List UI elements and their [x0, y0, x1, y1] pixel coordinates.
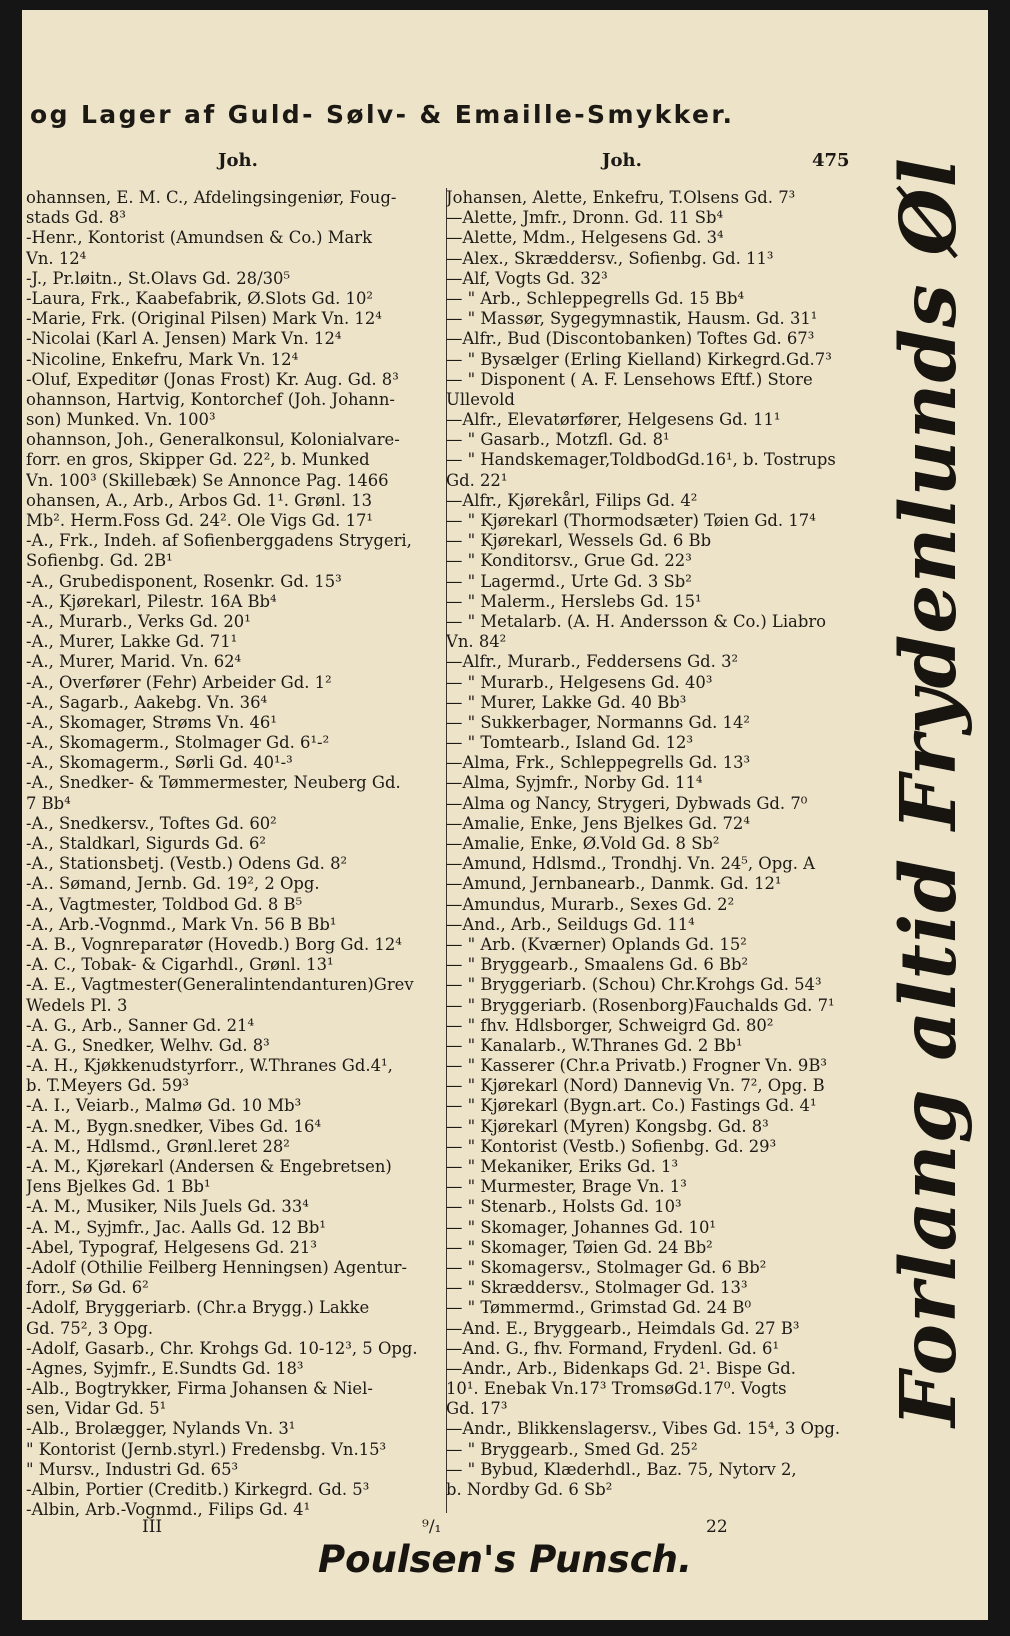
right-entry-line: — " Skomagersv., Stolmager Gd. 6 Bb² — [446, 1257, 767, 1277]
left-entry-line: -A. B., Vognreparatør (Hovedb.) Borg Gd. 12⁴ — [26, 934, 402, 954]
left-entry-line: -A. G., Arb., Sanner Gd. 21⁴ — [26, 1015, 255, 1035]
right-entry-line: —And., Arb., Seildugs Gd. 11⁴ — [446, 914, 695, 934]
directory-page — [22, 10, 988, 1620]
right-entry-line: — " Murmester, Brage Vn. 1³ — [446, 1177, 687, 1197]
left-entry-line: -A., Kjørekarl, Pilestr. 16A Bb⁴ — [26, 591, 277, 611]
left-entry-line: -Alb., Brolægger, Nylands Vn. 3¹ — [26, 1419, 296, 1439]
bottom-advertisement: Poulsen's Punsch. — [317, 1538, 693, 1581]
left-entry-line: -A., Frk., Indeh. af Sofienberggadens Strygeri, — [26, 531, 412, 551]
left-entry-line: -A., Stationsbetj. (Vestb.) Odens Gd. 8² — [26, 854, 348, 874]
left-entry-line: -Agnes, Syjmfr., E.Sundts Gd. 18³ — [26, 1358, 304, 1378]
left-entry-line: -A. H., Kjøkkenudstyrforr., W.Thranes Gd.4¹, — [26, 1056, 393, 1076]
left-entry-line: -Albin, Portier (Creditb.) Kirkegrd. Gd. 5³ — [26, 1480, 370, 1499]
right-entry-line: —Alma og Nancy, Strygeri, Dybwads Gd. 7⁰ — [446, 793, 808, 813]
right-entry-line: —Alfr., Murarb., Feddersens Gd. 3² — [446, 652, 739, 672]
right-entry-line: — " Bryggeriarb. (Rosenborg)Fauchalds Gd. 7¹ — [446, 995, 835, 1015]
right-entry-line: —Alfr., Kjørekårl, Filips Gd. 4² — [446, 490, 698, 510]
right-entry-line: Johansen, Alette, Enkefru, T.Olsens Gd. 7³ — [446, 188, 796, 207]
left-entry-line: son) Munked. Vn. 100³ — [26, 410, 216, 430]
footer-signature: III — [142, 1517, 163, 1537]
left-entry-line: -A., Murer, Lakke Gd. 71¹ — [26, 632, 238, 652]
page-banner: og Lager af Guld- Sølv- & Emaille-Smykker. — [30, 100, 735, 129]
right-entry-line: — " Arb. (Kværner) Oplands Gd. 15² — [446, 934, 747, 954]
right-entry-line: — " Tomtearb., Island Gd. 12³ — [446, 733, 694, 753]
left-entry-line: sen, Vidar Gd. 5¹ — [26, 1399, 167, 1419]
left-entry-line: -A., Skomagerm., Sørli Gd. 40¹-³ — [26, 753, 293, 773]
right-entry-line: Gd. 22¹ — [446, 470, 508, 490]
right-entry-line: — " Gasarb., Motzfl. Gd. 8¹ — [446, 430, 670, 450]
right-entry-line: — " Kasserer (Chr.a Privatb.) Frogner Vn. 9B³ — [446, 1056, 827, 1076]
right-entry-line: — " Skomager, Tøien Gd. 24 Bb² — [446, 1237, 713, 1257]
left-entry-line: " Kontorist (Jernb.styrl.) Fredensbg. Vn.15³ — [26, 1439, 387, 1459]
left-entry-line: -A., Grubedisponent, Rosenkr. Gd. 15³ — [26, 571, 342, 591]
left-entry-line: -Nicolai (Karl A. Jensen) Mark Vn. 12⁴ — [26, 329, 342, 349]
left-entry-line: b. T.Meyers Gd. 59³ — [26, 1076, 189, 1096]
right-entry-line: — " Lagermd., Urte Gd. 3 Sb² — [446, 571, 692, 591]
left-entry-line: -A., Skomagerm., Stolmager Gd. 6¹-² — [26, 733, 330, 753]
left-entry-line: forr., Sø Gd. 6² — [26, 1278, 149, 1298]
right-entry-line: b. Nordby Gd. 6 Sb² — [446, 1480, 613, 1499]
left-entry-line: Sofienbg. Gd. 2B¹ — [26, 551, 173, 571]
right-entry-line: — " fhv. Hdlsborger, Schweigrd Gd. 80² — [446, 1015, 774, 1035]
left-entry-line: -A. C., Tobak- & Cigarhdl., Grønl. 13¹ — [26, 955, 334, 975]
left-entry-line: -Alb., Bogtrykker, Firma Johansen & Niel- — [26, 1379, 373, 1399]
right-entry-line: — " Bryggeriarb. (Schou) Chr.Krohgs Gd. 54³ — [446, 975, 822, 995]
right-entry-line: — " Disponent ( A. F. Lensehows Eftf.) Store — [446, 369, 813, 389]
left-entry-line: -A., Staldkarl, Sigurds Gd. 6² — [26, 834, 267, 853]
left-entry-line: Vn. 12⁴ — [26, 248, 87, 268]
left-entry-line: Wedels Pl. 3 — [26, 995, 128, 1015]
right-entry-line: — " Bybud, Klæderhdl., Baz. 75, Nytorv 2, — [446, 1459, 797, 1479]
left-entry-line: -Marie, Frk. (Original Pilsen) Mark Vn. 12⁴ — [26, 309, 382, 329]
left-entry-line: -A. M., Kjørekarl (Andersen & Engebretsen) — [26, 1157, 392, 1176]
right-entry-line: — " Stenarb., Holsts Gd. 10³ — [446, 1197, 682, 1217]
right-running-head: Joh. — [602, 150, 642, 171]
left-entry-line: -Adolf (Othilie Feilberg Henningsen) Agentur- — [26, 1257, 408, 1277]
right-entry-line: — " Skræddersv., Stolmager Gd. 13³ — [446, 1278, 748, 1298]
right-entry-line: —Alfr., Bud (Discontobanken) Toftes Gd. 67³ — [446, 329, 815, 349]
left-entry-line: -A. M., Bygn.snedker, Vibes Gd. 16⁴ — [26, 1116, 322, 1136]
right-entry-line: — " Handskemager,ToldbodGd.16¹, b. Tostrups — [446, 450, 836, 470]
left-entry-line: ohannson, Joh., Generalkonsul, Kolonialvare- — [26, 430, 400, 450]
right-entry-line: Ullevold — [446, 389, 515, 409]
right-entry-line: — " Kjørekarl (Myren) Kongsbg. Gd. 8³ — [446, 1116, 769, 1136]
left-entry-line: -A., Snedkersv., Toftes Gd. 60² — [26, 813, 277, 833]
right-entry-line: 10¹. Enebak Vn.17³ TromsøGd.17⁰. Vogts — [446, 1379, 787, 1399]
right-entry-line: —Alma, Syjmfr., Norby Gd. 11⁴ — [446, 773, 703, 793]
left-entry-line: ohannson, Hartvig, Kontorchef (Joh. Johann- — [26, 389, 395, 409]
right-entry-line: — " Murarb., Helgesens Gd. 40³ — [446, 672, 713, 692]
right-entry-line: — " Sukkerbager, Normanns Gd. 14² — [446, 712, 750, 732]
left-entry-line: forr. en gros, Skipper Gd. 22², b. Munked — [26, 450, 370, 470]
left-entry-line: -A. M., Hdlsmd., Grønl.leret 28² — [26, 1136, 290, 1156]
right-entry-line: —Andr., Blikkenslagersv., Vibes Gd. 15⁴, 3 Opg. — [446, 1419, 841, 1439]
page-number: 475 — [812, 150, 850, 171]
left-running-head: Joh. — [218, 150, 258, 171]
left-entry-line: ohannsen, E. M. C., Afdelingsingeniør, Foug- — [26, 188, 397, 207]
left-entry-line: -A. I., Veiarb., Malmø Gd. 10 Mb³ — [26, 1096, 302, 1116]
right-entry-line: — " Massør, Sygegymnastik, Hausm. Gd. 31¹ — [446, 309, 818, 329]
right-entry-line: — " Murer, Lakke Gd. 40 Bb³ — [446, 692, 687, 712]
left-entry-line: -Albin, Arb.-Vognmd., Filips Gd. 4¹ — [26, 1500, 311, 1520]
left-entry-line: " Mursv., Industri Gd. 65³ — [26, 1459, 239, 1479]
left-entry-line: -A.. Sømand, Jernb. Gd. 19², 2 Opg. — [26, 874, 320, 894]
left-entry-line: -A. E., Vagtmester(Generalintendanturen)Grev — [26, 975, 414, 995]
left-entry-line: -A., Vagtmester, Toldbod Gd. 8 B⁵ — [26, 894, 303, 914]
left-entry-line: -Henr., Kontorist (Amundsen & Co.) Mark — [26, 228, 373, 248]
right-entry-line: —Alette, Mdm., Helgesens Gd. 3⁴ — [446, 228, 724, 248]
left-entry-line: -Oluf, Expeditør (Jonas Frost) Kr. Aug. Gd. 8³ — [26, 369, 399, 389]
left-entry-line: ohansen, A., Arb., Arbos Gd. 1¹. Grønl. 13 — [26, 490, 373, 510]
right-entry-line: — " Tømmermd., Grimstad Gd. 24 B⁰ — [446, 1298, 752, 1318]
left-entry-line: stads Gd. 8³ — [26, 208, 126, 228]
right-entry-line: —Amundus, Murarb., Sexes Gd. 2² — [446, 894, 735, 914]
left-entry-line: -A. M., Musiker, Nils Juels Gd. 33⁴ — [26, 1197, 309, 1217]
left-entry-line: -Laura, Frk., Kaabefabrik, Ø.Slots Gd. 10² — [26, 288, 373, 308]
right-entry-line: — " Kjørekarl (Bygn.art. Co.) Fastings Gd. 4¹ — [446, 1096, 817, 1116]
right-entry-line: —Alf, Vogts Gd. 32³ — [446, 268, 608, 288]
right-entry-line: —Alex., Skræddersv., Sofienbg. Gd. 11³ — [446, 248, 774, 268]
right-entry-line: —And. G., fhv. Formand, Frydenl. Gd. 6¹ — [446, 1338, 780, 1358]
side-advertisement: Forlang altid Frydenlunds Øl — [884, 157, 974, 1427]
left-entry-line: -A., Snedker- & Tømmermester, Neuberg Gd. — [26, 773, 401, 793]
right-entry-line: — " Konditorsv., Grue Gd. 22³ — [446, 551, 692, 571]
left-entry-line: -A., Overfører (Fehr) Arbeider Gd. 1² — [26, 672, 332, 692]
right-entry-line: —And. E., Bryggearb., Heimdals Gd. 27 B³ — [446, 1318, 800, 1338]
left-entry-line: -A., Sagarb., Aakebg. Vn. 36⁴ — [26, 692, 268, 712]
right-entry-line: — " Kjørekarl, Wessels Gd. 6 Bb — [446, 531, 712, 551]
left-column — [26, 188, 444, 1520]
left-entry-line: -Adolf, Gasarb., Chr. Krohgs Gd. 10-12³, 5 Opg. — [26, 1338, 418, 1358]
footer-date: ⁹/₁ — [422, 1517, 442, 1537]
left-entry-line: Jens Bjelkes Gd. 1 Bb¹ — [26, 1177, 211, 1197]
right-entry-line: — " Metalarb. (A. H. Andersson & Co.) Liabro — [446, 611, 827, 631]
left-entry-line: -Adolf, Bryggeriarb. (Chr.a Brygg.) Lakke — [26, 1298, 370, 1318]
left-entry-line: -A., Murarb., Verks Gd. 20¹ — [26, 611, 251, 631]
right-entry-line: — " Bryggearb., Smed Gd. 25² — [446, 1439, 698, 1459]
right-entry-line: —Alma, Frk., Schleppegrells Gd. 13³ — [446, 753, 751, 773]
right-column — [446, 188, 866, 1500]
left-entry-line: -Abel, Typograf, Helgesens Gd. 21³ — [26, 1237, 317, 1257]
right-entry-line: — " Mekaniker, Eriks Gd. 1³ — [446, 1157, 679, 1176]
left-entry-line: -A. G., Snedker, Welhv. Gd. 8³ — [26, 1035, 270, 1055]
left-entry-line: Gd. 75², 3 Opg. — [26, 1318, 154, 1338]
left-entry-line: -A., Murer, Marid. Vn. 62⁴ — [26, 652, 242, 672]
left-entry-line: -J., Pr.løitn., St.Olavs Gd. 28/30⁵ — [26, 268, 291, 288]
left-entry-line: -Nicoline, Enkefru, Mark Vn. 12⁴ — [26, 349, 299, 369]
footer-number: 22 — [706, 1517, 728, 1537]
right-entry-line: — " Skomager, Johannes Gd. 10¹ — [446, 1217, 716, 1237]
right-entry-line: — " Kanalarb., W.Thranes Gd. 2 Bb¹ — [446, 1035, 743, 1055]
right-entry-line: — " Kjørekarl (Thormodsæter) Tøien Gd. 17⁴ — [446, 511, 816, 530]
right-entry-line: — " Bryggearb., Smaalens Gd. 6 Bb² — [446, 955, 749, 975]
right-entry-line: — " Bysælger (Erling Kielland) Kirkegrd.Gd.7³ — [446, 349, 832, 369]
right-entry-line: —Amalie, Enke, Jens Bjelkes Gd. 72⁴ — [446, 813, 750, 833]
right-entry-line: Gd. 17³ — [446, 1399, 508, 1419]
right-entry-line: —Amalie, Enke, Ø.Vold Gd. 8 Sb² — [446, 834, 720, 853]
right-entry-line: —Andr., Arb., Bidenkaps Gd. 2¹. Bispe Gd. — [446, 1358, 796, 1378]
right-entry-line: —Amund, Hdlsmd., Trondhj. Vn. 24⁵, Opg. A — [446, 854, 815, 874]
left-entry-line: -A., Skomager, Strøms Vn. 46¹ — [26, 712, 277, 732]
right-entry-line: —Amund, Jernbanearb., Danmk. Gd. 12¹ — [446, 874, 782, 894]
right-entry-line: Vn. 84² — [446, 632, 507, 652]
left-entry-line: 7 Bb⁴ — [26, 793, 71, 813]
right-entry-line: — " Kjørekarl (Nord) Dannevig Vn. 7², Opg. B — [446, 1076, 825, 1096]
left-entry-line: Vn. 100³ (Skillebæk) Se Annonce Pag. 1466 — [26, 470, 389, 490]
right-entry-line: — " Kontorist (Vestb.) Sofienbg. Gd. 29³ — [446, 1136, 777, 1156]
right-entry-line: —Alette, Jmfr., Dronn. Gd. 11 Sb⁴ — [446, 208, 724, 228]
right-entry-line: —Alfr., Elevatørfører, Helgesens Gd. 11¹ — [446, 410, 781, 430]
left-entry-line: Mb². Herm.Foss Gd. 24². Ole Vigs Gd. 17¹ — [26, 511, 374, 530]
right-entry-line: — " Malerm., Herslebs Gd. 15¹ — [446, 591, 702, 611]
right-entry-line: — " Arb., Schleppegrells Gd. 15 Bb⁴ — [446, 288, 745, 308]
left-entry-line: -A., Arb.-Vognmd., Mark Vn. 56 B Bb¹ — [26, 914, 337, 934]
left-entry-line: -A. M., Syjmfr., Jac. Aalls Gd. 12 Bb¹ — [26, 1217, 326, 1237]
